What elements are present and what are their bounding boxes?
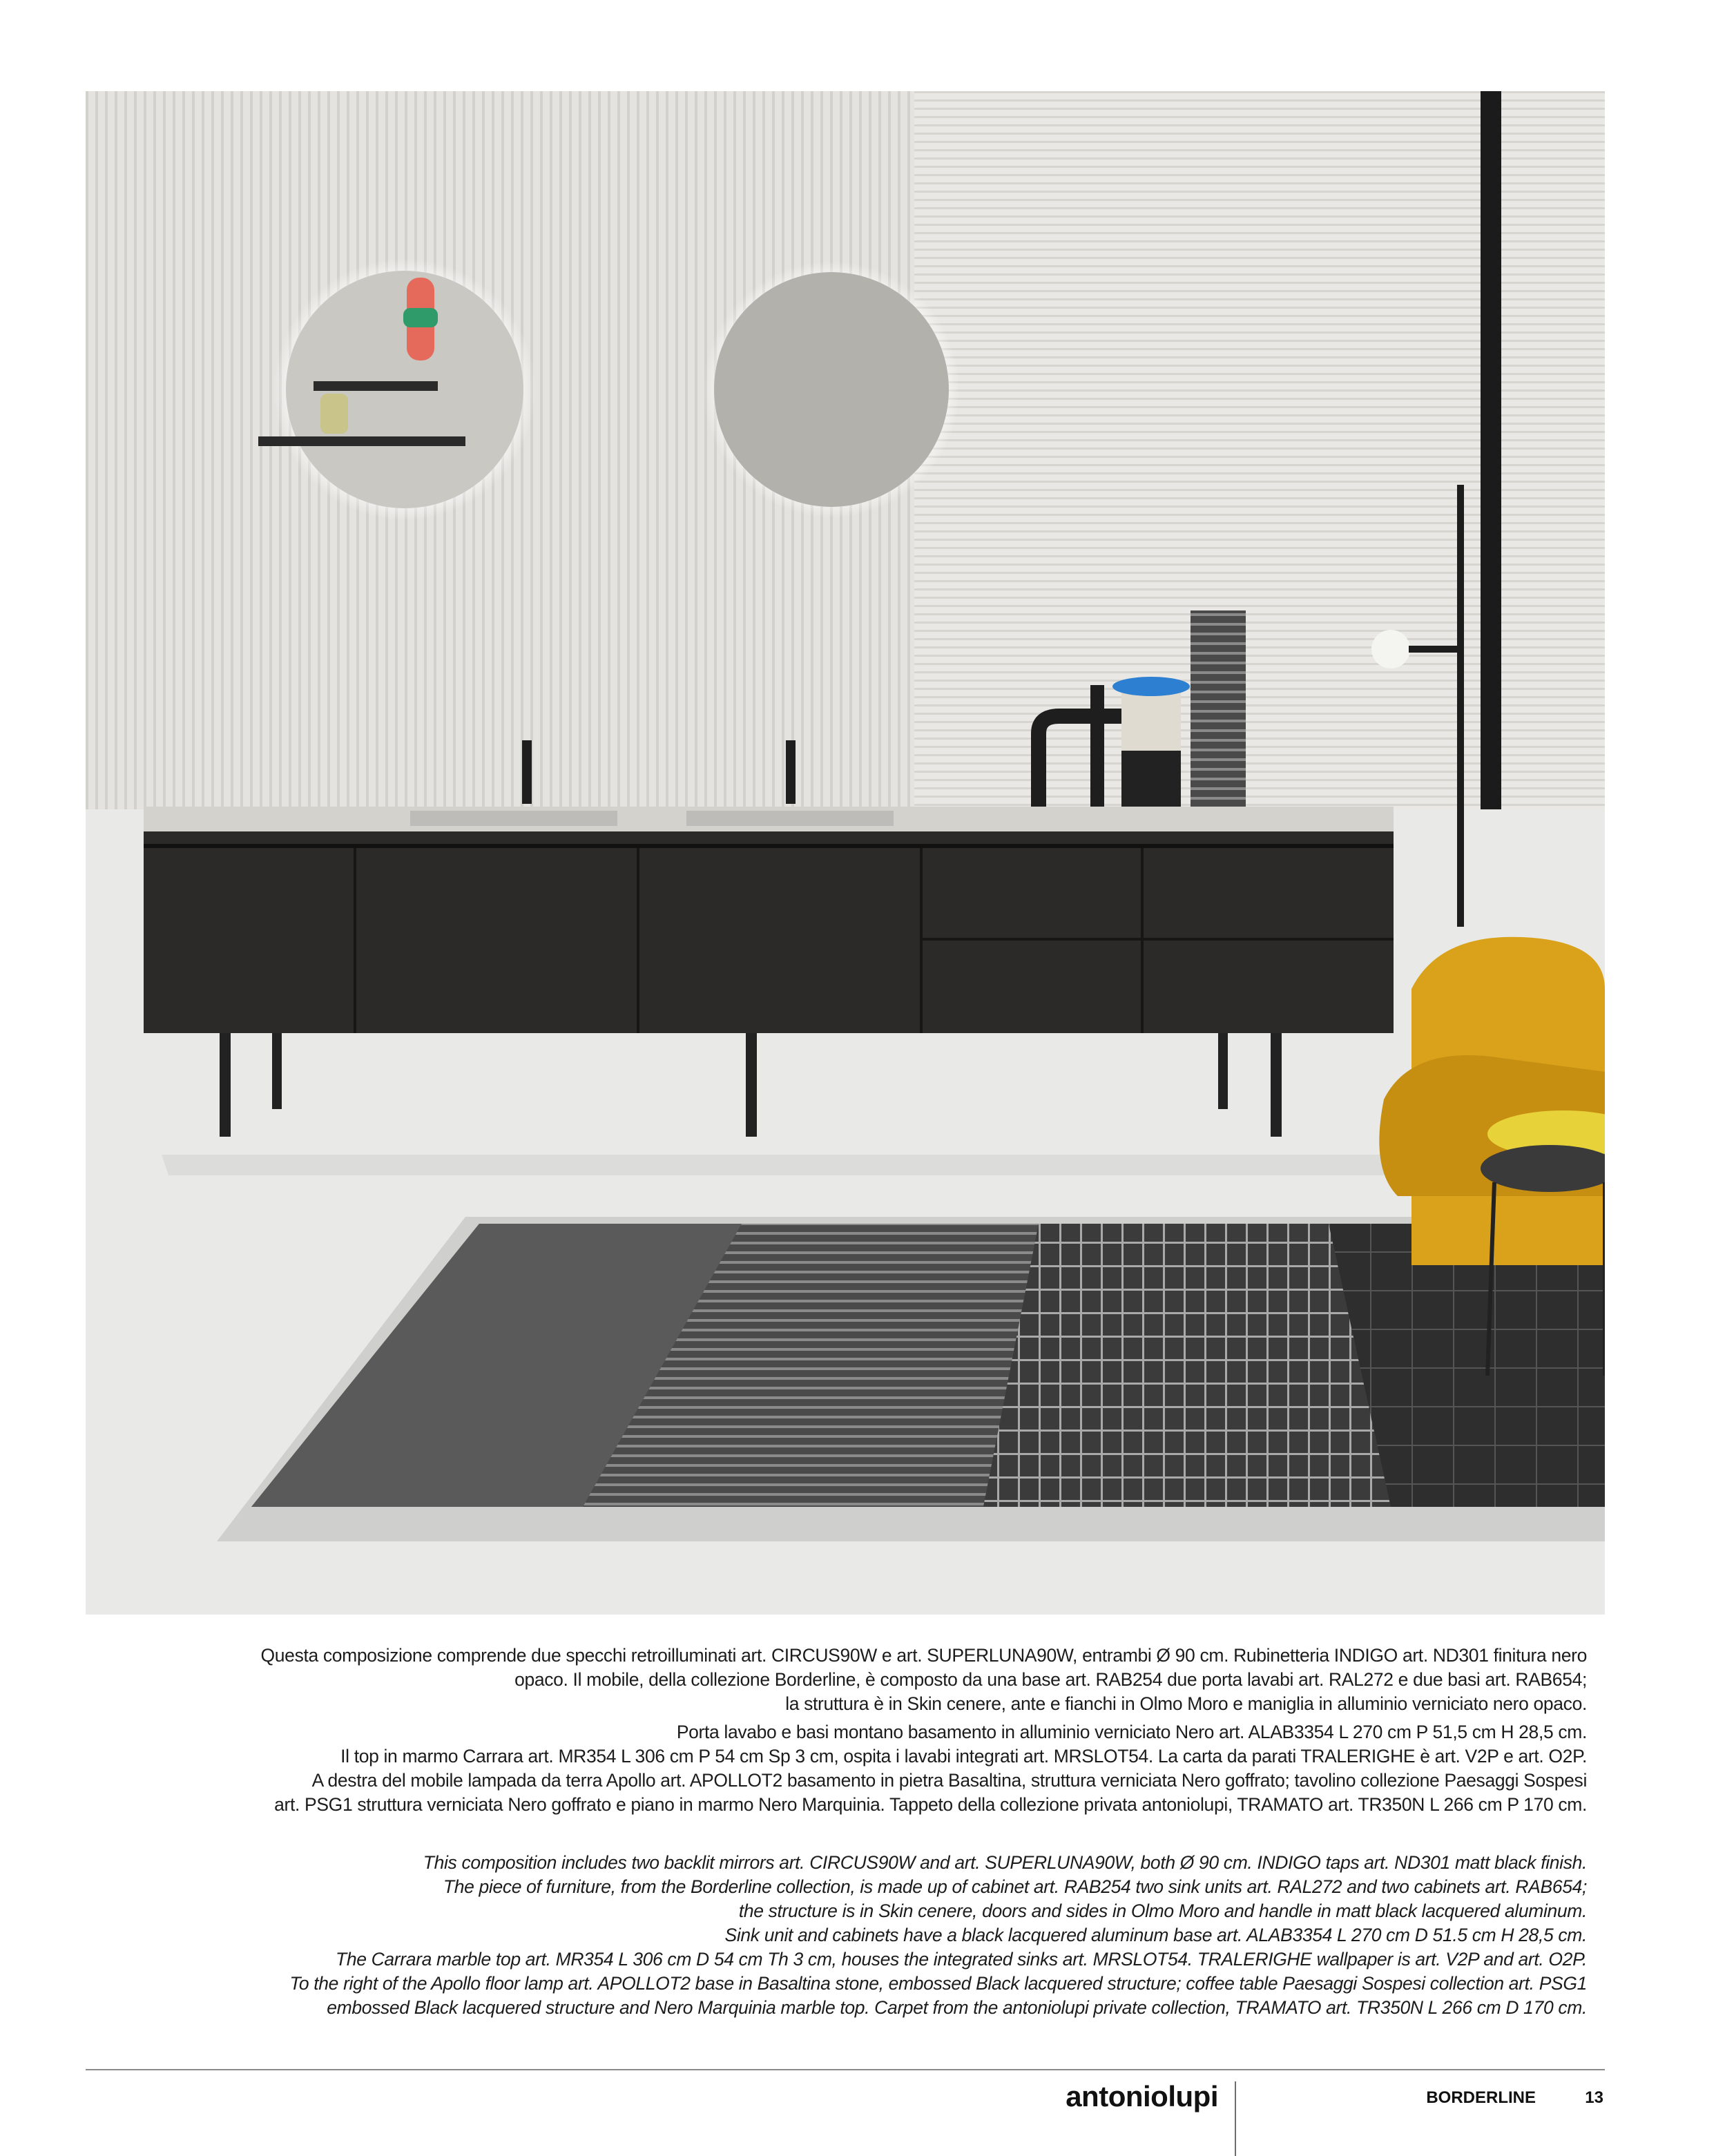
- caption-english: [86, 1851, 1587, 2020]
- caption-en-line: Sink unit and cabinets have a black lacquered aluminum base art. ALAB3354 L 270 cm D 51.5 cm H 28,5 cm.: [724, 1925, 1587, 1945]
- caption-it-line: A destra del mobile lampada da terra Apollo art. APOLLOT2 basamento in pietra Basaltina, struttura verniciata Nero goffrato; tavolino collezione Paesaggi Sospesi: [311, 1770, 1587, 1791]
- caption-en-line: embossed Black lacquered structure and Nero Marquinia marble top. Carpet from the antoniolupi private collection, TRAMATO art. TR350N L 266 cm D 170 cm.: [327, 1997, 1587, 2018]
- brand-logo-text: antoniolupi: [1066, 2080, 1218, 2112]
- caption-it-line: la struttura è in Skin cenere, ante e fianchi in Olmo Moro e maniglia in alluminio verniciato nero opaco.: [785, 1693, 1587, 1714]
- caption-it-line: Il top in marmo Carrara art. MR354 L 306 cm P 54 cm Sp 3 cm, ospita i lavabi integrati art. MRSLOT54. La carta da parati TRALERIGHE è art. V2P e art. O2P.: [340, 1746, 1587, 1767]
- footer-vertical-divider: [1235, 2081, 1236, 2156]
- footer-divider-line: [86, 2069, 1605, 2070]
- page-number: 13: [1585, 2088, 1603, 2107]
- caption-en-line: This composition includes two backlit mirrors art. CIRCUS90W and art. SUPERLUNA90W, both Ø 90 cm. INDIGO taps art. ND301 matt black finish.: [423, 1852, 1587, 1873]
- caption-it-line: opaco. Il mobile, della collezione Borderline, è composto da una base art. RAB254 due porta lavabi art. RAL272 e due basi art. RAB654;: [514, 1669, 1587, 1690]
- bathroom-photo: [86, 91, 1605, 1615]
- caption-it-line: Porta lavabo e basi montano basamento in alluminio verniciato Nero art. ALAB3354 L 270 cm P 51,5 cm H 28,5 cm.: [676, 1722, 1587, 1742]
- caption-it-line: art. PSG1 struttura verniciata Nero goffrato e piano in marmo Nero Marquinia. Tappeto della collezione privata antoniolupi, TRAMATO art. TR350N L 266 cm P 170 cm.: [274, 1794, 1587, 1815]
- caption-en-line: The Carrara marble top art. MR354 L 306 cm D 54 cm Th 3 cm, houses the integrated sinks art. MRSLOT54. TRALERIGHE wallpaper is art. V2P and art. O2P.: [336, 1949, 1587, 1970]
- caption-en-line: The piece of furniture, from the Borderline collection, is made up of cabinet art. RAB254 two sink units art. RAL272 and two cabinets art. RAB654;: [443, 1876, 1587, 1897]
- caption-en-line: the structure is in Skin cenere, doors and sides in Olmo Moro and handle in matt black lacquered aluminum.: [738, 1900, 1587, 1921]
- section-name: BORDERLINE: [1426, 2088, 1536, 2107]
- caption-italian: [86, 1644, 1587, 1817]
- caption-it-line: Questa composizione comprende due specchi retroilluminati art. CIRCUS90W e art. SUPERLUNA90W, entrambi Ø 90 cm. Rubinetteria INDIGO art. ND301 finitura nero: [260, 1645, 1587, 1666]
- caption-en-line: To the right of the Apollo floor lamp art. APOLLOT2 base in Basaltina stone, embossed Black lacquered structure; coffee table Paesaggi Sospesi collection art. PSG1: [289, 1973, 1587, 1994]
